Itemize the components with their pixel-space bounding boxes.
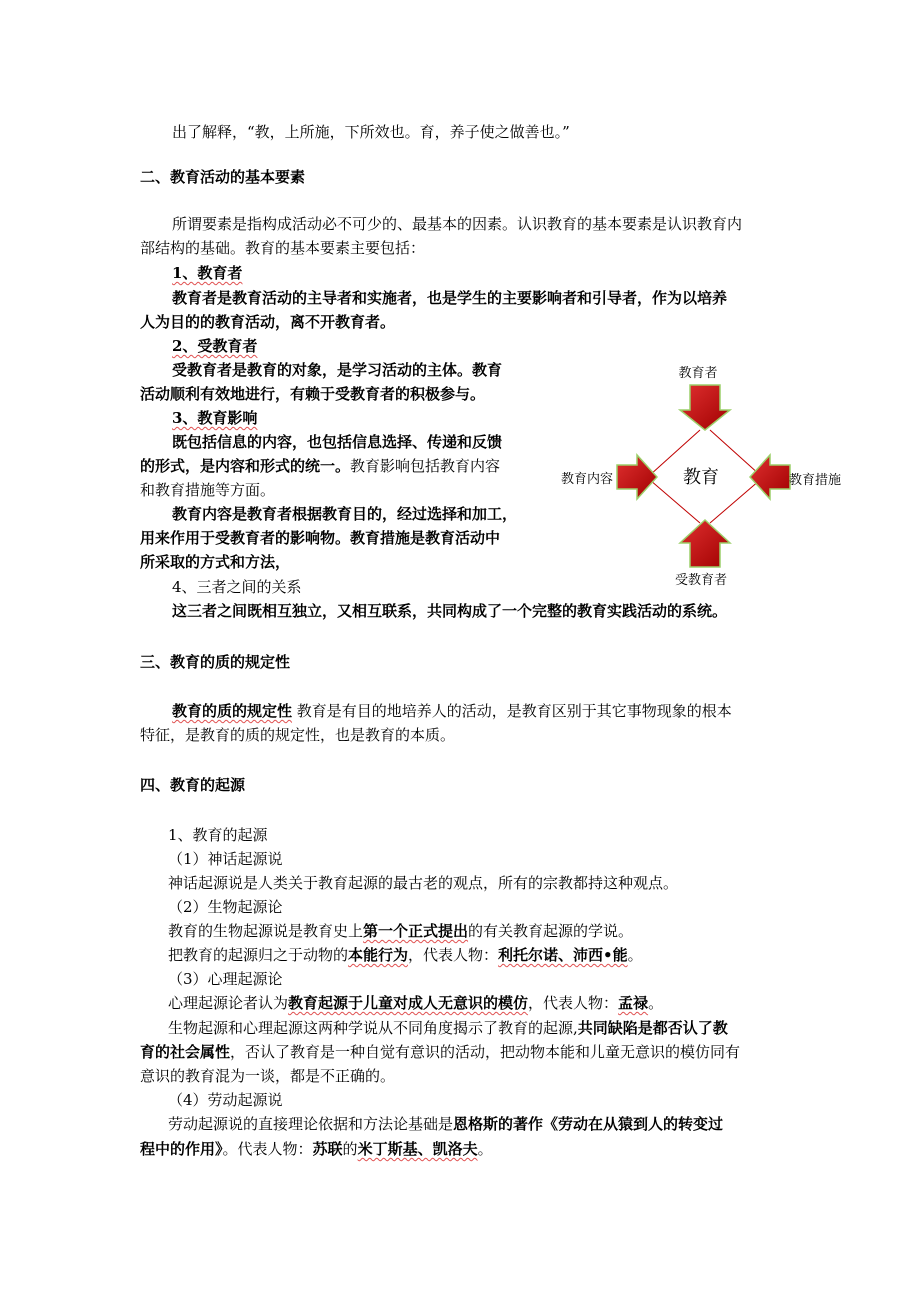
- theory-labor-text-2b: 。代表人物：: [222, 1140, 313, 1158]
- item-influence-text-2: [140, 455, 500, 477]
- theory-psych-text-3a: 育的社会属性: [140, 1043, 231, 1061]
- theory-labor-text-1: [168, 1113, 723, 1135]
- item-influence-text-2-bold: 的形式，是内容和形式的统一。: [140, 457, 351, 475]
- theory-psych-text-3b: ，否认了教育是一种自觉有意识的活动，把动物本能和儿童无意识的模仿同有: [230, 1043, 741, 1061]
- theory-labor-representatives: 米丁斯基、凯洛夫: [357, 1140, 478, 1158]
- theory-labor-text-2f: 。: [477, 1140, 493, 1158]
- theory-psych-text-2a: 生物起源和心理起源这两种学说从不同角度揭示了教育的起源,: [168, 1019, 578, 1037]
- theory-psych-representative: 孟禄: [618, 994, 649, 1012]
- item-learner-title: 2、受教育者: [172, 337, 258, 355]
- theory-myth-title: （1）神话起源说: [168, 850, 283, 868]
- item-learner-text-2: 活动顺利有效地进行，有赖于受教育者的积极参与。: [140, 385, 486, 403]
- diagram-right-label: 教育措施: [788, 473, 842, 488]
- theory-psych-imitation: 教育起源于儿童对成人无意识的模仿: [288, 994, 529, 1012]
- theory-bio-instinct: 本能行为: [348, 946, 409, 964]
- nature-text-1: [172, 700, 732, 722]
- origin-subheading: 1、教育的起源: [168, 826, 268, 844]
- theory-bio-text-1c: 的有关教育起源的学说。: [468, 922, 634, 940]
- item-educator-title: 1、教育者: [172, 264, 243, 282]
- item-learner-text-1: 受教育者是教育的对象，是学习活动的主体。教育: [172, 361, 503, 379]
- theory-myth-text: 神话起源说是人类关于教育起源的最古老的观点，所有的宗教都持这种观点。: [168, 874, 679, 892]
- theory-psych-text-1c: ，代表人物：: [528, 994, 619, 1012]
- paragraph-elements-line2: 部结构的基础。教育的基本要素主要包括：: [140, 239, 426, 257]
- section-heading-nature: 三、教育的质的规定性: [140, 653, 291, 671]
- nature-term: 教育的质的规定性: [172, 702, 293, 720]
- theory-labor-text-2: [140, 1138, 493, 1160]
- nature-text-1-rest: 教育是有目的地培养人的活动，是教育区别于其它事物现象的根本: [292, 702, 732, 720]
- theory-psych-text-1: [168, 992, 663, 1014]
- theory-bio-text-2a: 把教育的起源归之于动物的: [168, 946, 349, 964]
- arrow-left-icon: [750, 455, 790, 499]
- theory-bio-first-proposed: 第一个正式提出: [363, 922, 469, 940]
- theory-psych-title: （3）心理起源论: [168, 970, 283, 988]
- theory-bio-text-2: [168, 944, 643, 966]
- item-influence-text-5: 用来作用于受教育者的影响物。教育措施是教育活动中: [140, 529, 501, 547]
- theory-psych-text-2: [168, 1017, 728, 1039]
- theory-labor-text-1a: 劳动起源说的直接理论依据和方法论基础是: [168, 1115, 454, 1133]
- diagram-bottom-label: 受教育者: [674, 573, 728, 588]
- diagram-left-label: 教育内容: [560, 472, 614, 487]
- arrow-right-icon: [617, 455, 657, 499]
- paragraph-elements-line1: 所谓要素是指构成活动必不可少的、最基本的因素。认识教育的基本要素是认识教育内: [172, 215, 743, 233]
- theory-bio-text-2c: ，代表人物：: [408, 946, 499, 964]
- item-influence-text-2-rest: 教育影响包括教育内容: [350, 457, 501, 475]
- theory-labor-title: （4）劳动起源说: [168, 1091, 283, 1109]
- intro-line: 出了解释，“教，上所施，下所效也。育，养子使之做善也。”: [172, 123, 570, 141]
- theory-psych-text-2b: 共同缺陷是都否认了教: [577, 1019, 728, 1037]
- theory-bio-text-1: [168, 920, 633, 942]
- diagram-top-label: 教育者: [678, 366, 718, 381]
- theory-psych-text-1e: 。: [648, 994, 664, 1012]
- arrow-up-icon: [680, 520, 730, 567]
- arrow-down-icon: [680, 385, 730, 430]
- item-influence-title: 3、教育影响: [172, 409, 258, 427]
- item-influence-text-1: 既包括信息的内容，也包括信息选择、传递和反馈: [172, 433, 503, 451]
- theory-psych-text-1a: 心理起源论者认为: [168, 994, 289, 1012]
- nature-text-2: 特征，是教育的质的规定性，也是教育的本质。: [140, 726, 456, 744]
- item-educator-text-2: 人为目的的教育活动，离不开教育者。: [140, 313, 396, 331]
- section-heading-elements: 二、教育活动的基本要素: [140, 168, 306, 186]
- item-relation-text: 这三者之间既相互独立，又相互联系，共同构成了一个完整的教育实践活动的系统。: [172, 602, 728, 620]
- item-influence-text-6: 所采取的方式和方法，: [140, 553, 291, 571]
- diagram-center-label: 教育: [683, 467, 719, 488]
- theory-labor-ussr: 苏联: [312, 1140, 343, 1158]
- theory-labor-engels-work: 恩格斯的著作《劳动在从猿到人的转变过: [453, 1115, 724, 1133]
- theory-bio-representatives: 利托尔诺、沛西•能: [498, 946, 628, 964]
- theory-labor-text-2a: 程中的作用》: [140, 1140, 223, 1158]
- item-educator-text-1: 教育者是教育活动的主导者和实施者，也是学生的主要影响者和引导者，作为以培养: [172, 289, 728, 307]
- item-influence-text-3: 和教育措施等方面。: [140, 481, 276, 499]
- theory-labor-text-2d: 的: [342, 1140, 358, 1158]
- theory-bio-text-1a: 教育的生物起源说是教育史上: [168, 922, 364, 940]
- theory-bio-title: （2）生物起源论: [168, 898, 283, 916]
- education-elements-diagram: [555, 355, 855, 595]
- section-heading-origin: 四、教育的起源: [140, 776, 246, 794]
- theory-bio-text-2e: 。: [627, 946, 643, 964]
- item-influence-text-4: 教育内容是教育者根据教育目的，经过选择和加工，: [172, 505, 518, 523]
- theory-psych-text-4: 意识的教育混为一谈，都是不正确的。: [140, 1067, 396, 1085]
- item-relation-title: 4、三者之间的关系: [172, 578, 302, 596]
- theory-psych-text-3: [140, 1041, 740, 1063]
